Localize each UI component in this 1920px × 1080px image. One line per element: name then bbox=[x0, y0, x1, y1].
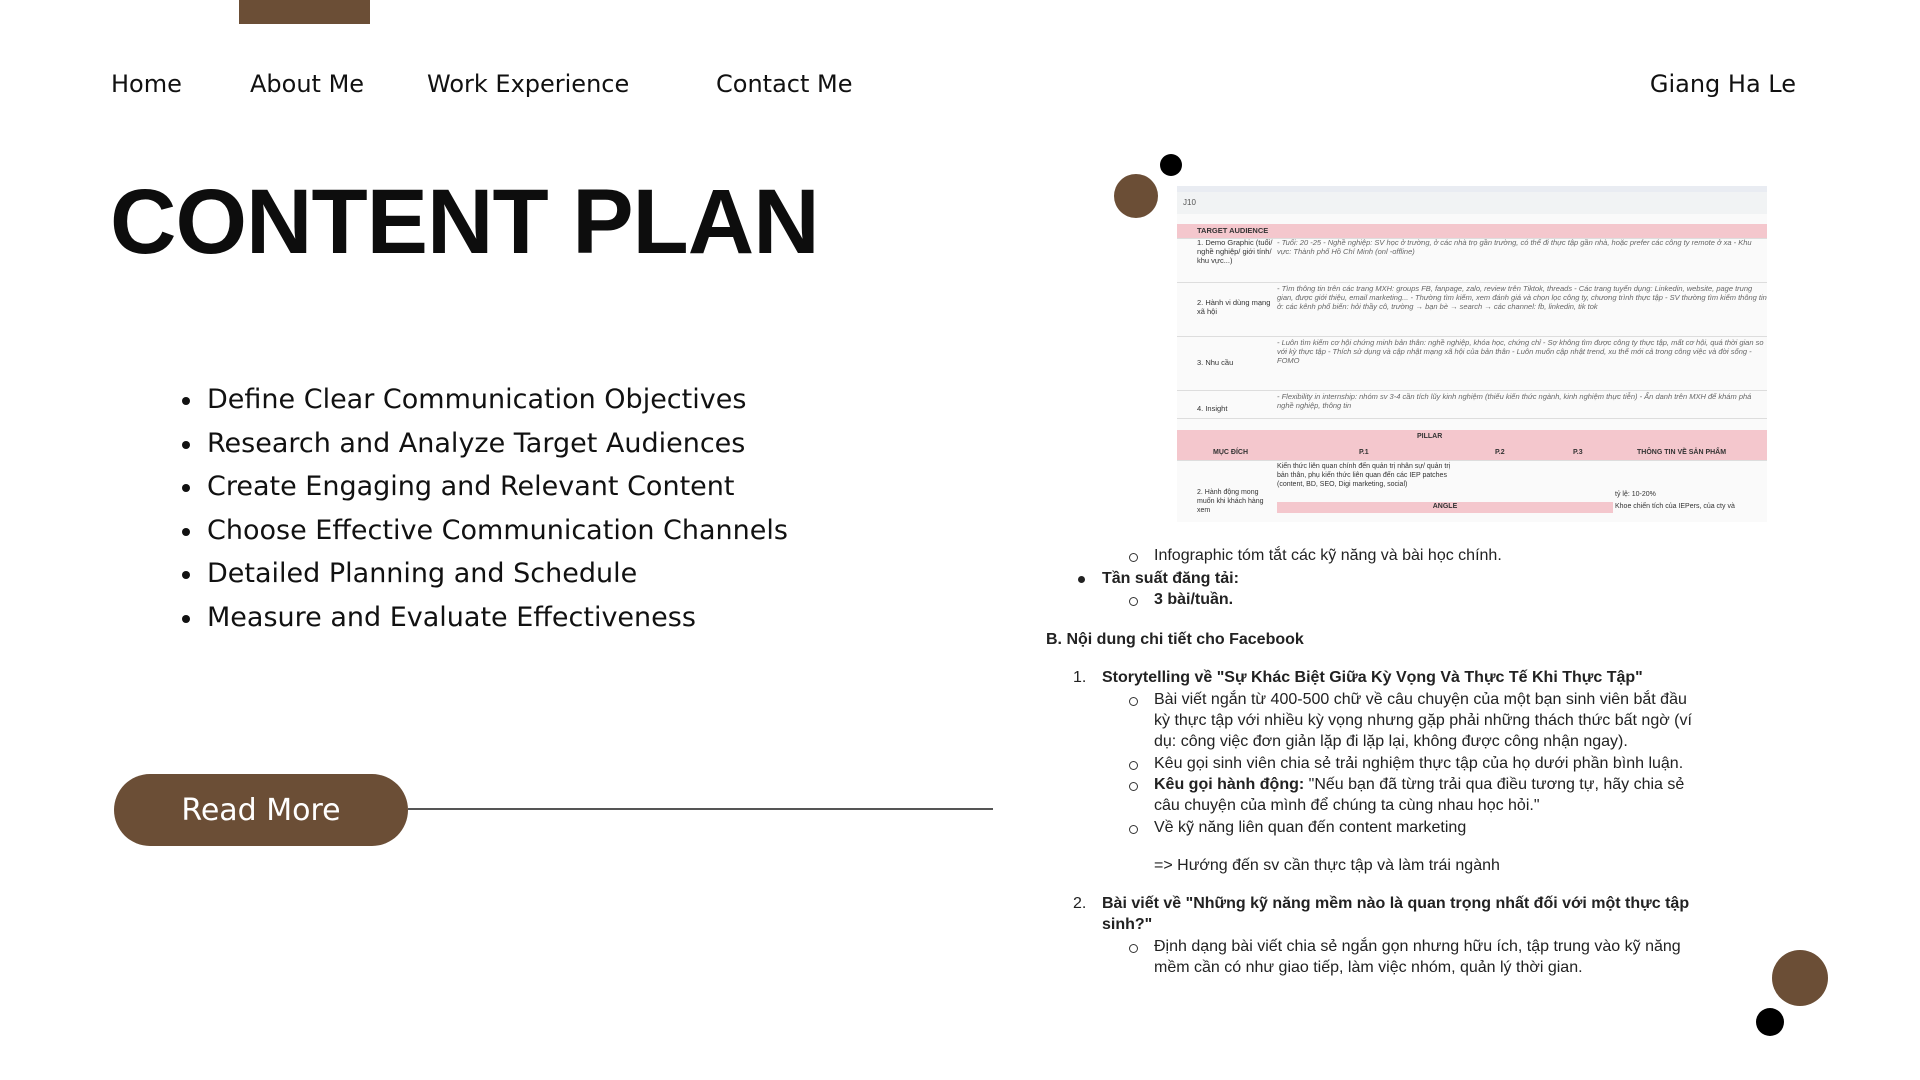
circle-bullet-icon bbox=[1129, 597, 1138, 606]
brag-cell: Khoe chiến tích của IEPers, của cty và bbox=[1615, 503, 1735, 510]
pillar-header: PILLAR bbox=[1417, 433, 1443, 440]
doc-line: Bài viết ngắn từ 400-500 chữ về câu chuyện của một bạn sinh viên bắt đầu bbox=[1154, 691, 1687, 708]
doc-number: 1. bbox=[1073, 669, 1087, 686]
doc-line: Kêu gọi sinh viên chia sẻ trải nghiệm thực tập của họ dưới phần bình luận. bbox=[1154, 755, 1684, 772]
top-accent-bar bbox=[239, 0, 370, 24]
ratio-cell: tỷ lệ: 10-20% bbox=[1615, 491, 1656, 498]
p1-cell: Kiến thức liên quan chính đến quản trị nhân sự/ quản trị bản thân, phụ kiến thức liên quan đến các IEP patches (content, BD, SEO, Digi marketing, social) bbox=[1277, 463, 1451, 488]
angle-header: ANGLE bbox=[1277, 502, 1613, 513]
p2-header: P.2 bbox=[1495, 449, 1505, 456]
doc-line: Bài viết về "Những kỹ năng mềm nào là quan trọng nhất đối với một thực tập bbox=[1102, 895, 1690, 912]
list-item: Measure and Evaluate Effectiveness bbox=[180, 596, 788, 640]
table-row bbox=[1177, 392, 1767, 419]
doc-line bbox=[1154, 774, 1684, 795]
purpose-header: MỤC ĐÍCH bbox=[1213, 449, 1248, 456]
row-text: - Flexibility in internship: nhóm sv 3-4 cần tích lũy kinh nghiệm (thiếu kiến thức ngành, kinh nghiệm thực tiễn) - Ẩn danh trên MXH để khám phá nghề nghiệp, thông tin bbox=[1277, 392, 1752, 410]
decorative-dot bbox=[1756, 1008, 1784, 1036]
p1-header: P.1 bbox=[1359, 449, 1369, 456]
row-text: - Luôn tìm kiếm cơ hội chứng minh bản thân: nghề nghiệp, khóa học, chứng chỉ - Sợ không tìm được công ty thực tập, mất cơ hội, quá thời gian so với kỳ thực tập - Thích sử dụng và cập nhật mạng xã hội của bản thân - Luôn muốn cập nhật trend, xu thế mới cả trong công việc và đời sống - FOMO bbox=[1277, 338, 1764, 365]
table-row bbox=[1177, 338, 1767, 391]
brand-name[interactable]: Giang Ha Le bbox=[1649, 70, 1796, 98]
doc-line: => Hướng đến sv cần thực tập và làm trái ngành bbox=[1154, 857, 1500, 874]
doc-line: kỳ thực tập với nhiều kỳ vọng nhưng gặp phải những thách thức bất ngờ (ví bbox=[1154, 712, 1692, 729]
table-row bbox=[1177, 238, 1767, 283]
nav-contact-link[interactable]: Contact Me bbox=[716, 70, 853, 98]
table-row bbox=[1177, 284, 1767, 337]
p3-header: P.3 bbox=[1573, 449, 1583, 456]
row-label: 3. Nhu cầu bbox=[1197, 358, 1234, 367]
decorative-dot bbox=[1114, 174, 1158, 218]
doc-number: 2. bbox=[1073, 895, 1087, 912]
table-row bbox=[1177, 224, 1767, 239]
list-item: Choose Effective Communication Channels bbox=[180, 509, 788, 553]
doc-line: Storytelling về "Sự Khác Biệt Giữa Kỳ Vọng Và Thực Tế Khi Thực Tập" bbox=[1102, 669, 1643, 686]
decorative-dot bbox=[1772, 950, 1828, 1006]
row-text: - Tuổi: 20 -25 - Nghề nghiệp: SV học ở trường, ở các nhà trọ gần trường, có thể đi thực tập gần nhà, hoặc prefer các công ty remote ở xa - Khu vực: Thành phố Hồ Chí Minh (onl -offline) bbox=[1277, 238, 1752, 256]
doc-line: Tần suất đăng tải: bbox=[1102, 570, 1239, 587]
spreadsheet-image bbox=[1177, 186, 1767, 522]
page-title: CONTENT PLAN bbox=[110, 171, 819, 273]
circle-bullet-icon bbox=[1129, 782, 1138, 791]
row-label: 1. Demo Graphic (tuổi/ nghề nghiệp/ giới tính/ khu vực...) bbox=[1197, 238, 1273, 265]
doc-line: dụ: công việc đơn giản lặp đi lặp lại, không được công nhận ngay). bbox=[1154, 733, 1628, 750]
table-header-row bbox=[1177, 430, 1767, 461]
doc-text: "Nếu bạn đã từng trải qua điều tương tự, hãy chia sẻ bbox=[1304, 776, 1685, 793]
objectives-list bbox=[180, 378, 788, 639]
list-item: Define Clear Communication Objectives bbox=[180, 378, 788, 422]
doc-line: câu chuyện của mình để chúng ta cùng nhau học hỏi." bbox=[1154, 797, 1540, 814]
doc-bold: Kêu gọi hành động: bbox=[1154, 776, 1305, 793]
row-label: 2. Hành động mong muốn khi khách hàng xem bbox=[1197, 489, 1264, 514]
product-info-header: THÔNG TIN VỀ SẢN PHẨM bbox=[1637, 449, 1727, 456]
list-item: Research and Analyze Target Audiences bbox=[180, 422, 788, 466]
row-text: - Tìm thông tin trên các trang MXH: groups FB, fanpage, zalo, review trên Tiktok, threads - Các trang tuyển dụng: Linkedin, website, page trung gian, được giới thiệu, email marketing... - Thường tìm kiếm, xem đánh giá và chọn lọc công ty, chương trình thực tập - SV thường tìm kiếm thông tin ở: các kênh phổ biến: hỏi thầy cô, trường → bạn bè → search → các channel: fb, linkedin, tik tok bbox=[1277, 284, 1767, 311]
list-item: Detailed Planning and Schedule bbox=[180, 552, 788, 596]
nav-work-link[interactable]: Work Experience bbox=[427, 70, 630, 98]
row-label: 2. Hành vi dùng mạng xã hội bbox=[1197, 298, 1271, 316]
divider-line bbox=[408, 808, 993, 810]
doc-line: Định dạng bài viết chia sẻ ngắn gọn nhưng hữu ích, tập trung vào kỹ năng bbox=[1154, 938, 1681, 955]
nav-about-link[interactable]: About Me bbox=[250, 70, 365, 98]
section-label: TARGET AUDIENCE bbox=[1197, 226, 1269, 235]
circle-bullet-icon bbox=[1129, 553, 1138, 562]
circle-bullet-icon bbox=[1129, 697, 1138, 706]
doc-line: sinh?" bbox=[1102, 916, 1153, 933]
doc-line: mềm cần có như giao tiếp, làm việc nhóm, quản lý thời gian. bbox=[1154, 959, 1583, 976]
read-more-button[interactable]: Read More bbox=[114, 774, 408, 846]
circle-bullet-icon bbox=[1129, 825, 1138, 834]
bullet-icon bbox=[1078, 576, 1085, 583]
circle-bullet-icon bbox=[1129, 761, 1138, 770]
nav-home-link[interactable]: Home bbox=[111, 70, 182, 98]
row-label: 4. Insight bbox=[1197, 404, 1228, 413]
document-image bbox=[1046, 545, 1692, 985]
doc-heading: B. Nội dung chi tiết cho Facebook bbox=[1046, 631, 1304, 648]
cell-reference: J10 bbox=[1177, 192, 1767, 214]
decorative-dot bbox=[1160, 154, 1182, 176]
doc-line: Infographic tóm tắt các kỹ năng và bài học chính. bbox=[1154, 547, 1502, 564]
table-row bbox=[1177, 462, 1767, 522]
doc-line: Về kỹ năng liên quan đến content marketing bbox=[1154, 819, 1467, 836]
list-item: Create Engaging and Relevant Content bbox=[180, 465, 788, 509]
circle-bullet-icon bbox=[1129, 944, 1138, 953]
doc-line: 3 bài/tuần. bbox=[1154, 591, 1234, 608]
